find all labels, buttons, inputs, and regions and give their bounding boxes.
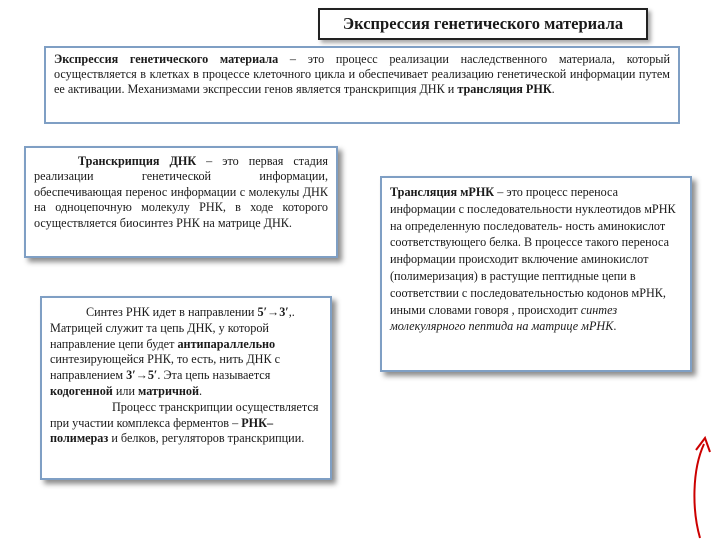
translation-text: – это процесс переноса информации с последовательности нуклеотидов мРНК на определенную последователь- ность аминокислот соответствующего белка. В процессе такого переноса информации происходит включение аминокислот (полимеризация) в растущие пептидные цепи в соответствии с последовательностью кодонов мРНК, иными словами говоря , происходит (390, 185, 676, 317)
translation-term: Трансляция мРНК (390, 185, 495, 199)
translation-end: . (613, 319, 617, 334)
intro-term: Экспрессия генетического материала (54, 52, 279, 66)
direction-3-5: 3′→5′ (126, 368, 158, 383)
matrix-term: матричной (138, 383, 199, 398)
synthesis-box (40, 296, 332, 480)
synthesis-text-c: синтезирующейся РНК, то есть, нить ДНК с направлением (50, 352, 281, 383)
synthesis-text-e: или (112, 383, 139, 398)
direction-5-3: 5′→3′ (257, 305, 289, 319)
rna-polymerase-term: РНК–полимераз (50, 415, 274, 446)
synthesis-text-d: . Эта цепь называется (157, 368, 271, 383)
intro-paragraph (54, 52, 670, 98)
translation-paragraph (390, 184, 682, 335)
intro-definition-box (44, 46, 680, 124)
synthesis-text-b: ,. Матрицей служит та цепь ДНК, у которой направление цепи будет (50, 305, 295, 351)
translation-italic: синтез молекулярного пептида на матрице мРНК (390, 302, 618, 334)
codogenic-term: кодогенной (50, 383, 113, 398)
page-title (318, 8, 648, 40)
synthesis-p2-text-a: Процесс транскрипции осуществляется при участии комплекса ферментов – (50, 399, 319, 430)
intro-term-translation: трансляция РНК (457, 82, 552, 97)
antiparallel-term: антипараллельно (177, 336, 276, 351)
transcription-term: Транскрипция ДНК (78, 154, 197, 168)
synthesis-text-f: . (199, 383, 203, 398)
transcription-box (24, 146, 338, 258)
synthesis-paragraph-1 (50, 305, 322, 400)
synthesis-text-a: Синтез РНК идет в направлении (86, 305, 258, 319)
curved-red-arrow-icon (690, 430, 720, 540)
synthesis-paragraph-2 (50, 400, 322, 447)
page-title-text: Экспрессия генетического материала (342, 14, 624, 33)
synthesis-p2-text-b: и белков, регуляторов транскрипции. (108, 431, 305, 446)
transcription-text: – это первая стадия реализации генетической информации, обеспечивающая перенос информации с молекулы ДНК на одноцепочную молекулу РНК, в ходе которого осуществляется биосинтез РНК на матрице ДНК. (34, 154, 328, 230)
translation-box (380, 176, 692, 372)
transcription-paragraph (34, 154, 328, 231)
intro-text: – это процесс реализации наследственного материала, который осуществляется в клетках в процессе клеточного цикла и обеспечивает реализацию генетической информации путем ее активации. Механизмами экспрессии генов является транскрипция ДНК и (54, 52, 670, 97)
intro-end: . (551, 82, 555, 97)
